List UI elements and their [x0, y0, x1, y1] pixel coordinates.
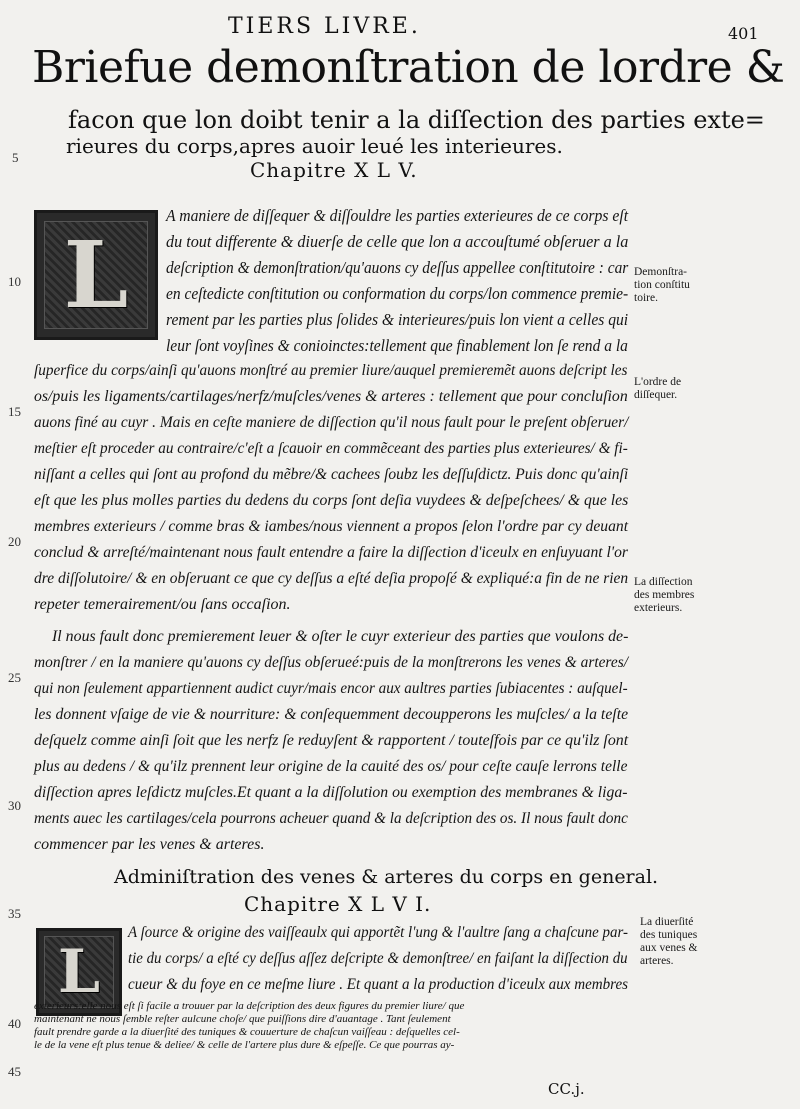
running-head: TIERS LIVRE.	[228, 14, 421, 39]
decorated-initial-l-2: L	[36, 928, 122, 1016]
text-line: Il nous fault donc premierement leuer & oſter le cuyr exterieur des parties que voulons de-	[52, 628, 629, 645]
chapter-heading-46: Chapitre X L V I.	[244, 892, 432, 916]
text-line: plus au dedens / & qu'ilz prennent leur origine de la cauité des os/ pour ceſte cauſe lerrons telle	[34, 758, 628, 775]
line-number: 15	[8, 404, 21, 419]
text-line: exterieurs:elle nous eſt ſi facile a trouuer par la deſcription des deux figures du premier liure/ que	[34, 1000, 465, 1012]
text-line: en ceſtedicte conſtitution ou conformation du corps/lon commence premie-	[166, 284, 629, 303]
text-line: auons finé au cuyr . Mais en ceſte maniere de diſſection qu'il nous fault pour le preſent obſeruer/	[34, 414, 629, 431]
text-line: meſtier eſt proceder au contraire/c'eſt a ſcauoir en commẽceant des parties plus exterieures/ & fi-	[34, 440, 628, 457]
line-number: 10	[8, 274, 21, 289]
section-heading: Adminiſtration des venes & arteres du corps en general.	[114, 866, 659, 888]
text-line: monſtrer / en la maniere qu'auons cy deſſus obſerueé:puis de la monſtrerons les venes & arteres/	[34, 654, 628, 671]
text-line: repeter temerairement/ou ſans occaſion.	[34, 596, 291, 613]
text-line: ments auec les cartilages/cela pourrons acheuer quand & la deſcription des os. Il nous fault donc	[34, 810, 628, 827]
margin-note: L'ordre de diſſequer.	[634, 376, 682, 401]
text-line: le de la vene eſt plus tenue & deliee/ & celle de l'artere plus dure & eſpeſſe. Ce que pourras ay-	[34, 1039, 455, 1051]
line-number: 30	[8, 798, 21, 813]
text-line: dre diſſolutoire/ & en obſeruant ce que cy deſſus a eſté deſia propoſé & expliqué:a fin de ne rien	[34, 570, 629, 587]
text-line: commencer par les venes & arteres.	[34, 836, 265, 853]
margin-note: La diuerſité des tuniques aux venes & arteres.	[640, 916, 698, 967]
text-line: qui non ſeulement appartiennent audict cuyr/mais encor aux aultres parties ſubiacentes : auſquel-	[34, 680, 628, 697]
text-line: fault prendre garde a la diuerſité des tuniques & couuerture de chaſcun vaiſſeau : deſquelles cel-	[34, 1026, 460, 1038]
text-line: membres exterieurs / comme bras & iambes/nous viennent a propos ſelon l'ordre par cy deuant	[34, 518, 629, 535]
margin-note: La diſſection des membres exterieurs.	[634, 576, 695, 614]
page-number: 401	[728, 24, 759, 43]
text-line: niſſant a celles qui ſont au profond du mẽbre/& cachees ſoubz les deſſuſdictz. Puis donc qu'ainſi	[34, 466, 629, 483]
text-line: eſt que les plus molles parties du dedens du corps ſont deſia vuydees & deſpeſchees/ & que les	[34, 492, 629, 509]
text-line: les donnent vſaige de vie & nourriture: & conſequemment decoupperons les muſcles/ a la teſte	[34, 706, 629, 723]
text-line: tie du corps/ a eſté cy deſſus aſſez deſcripte & demonſtree/ en faiſant la diſſection du	[128, 950, 628, 967]
line-number: 5	[12, 150, 19, 165]
line-number: 40	[8, 1016, 21, 1031]
chapter-heading-45: Chapitre X L V.	[250, 158, 418, 182]
text-line: os/puis les ligaments/cartilages/nerfz/muſcles/venes & arteres : tellement que pour concluſion	[34, 388, 628, 405]
catchword: CC.j.	[548, 1080, 585, 1098]
text-line: diſſection apres leſdictz muſcles.Et quant a la diſſolution ou exemption des membranes & liga-	[34, 784, 628, 801]
text-line: du tout differente & diuerſe de celle que lon a accouſtumé obſeruer a la	[166, 232, 629, 251]
text-line: deſcription & demonſtration/qu'auons cy deſſus appellee conſtitutoire : car	[166, 258, 629, 277]
decorated-initial-l: L	[34, 210, 158, 340]
chapter-title-line-3: rieures du corps,apres auoir leué les interieures.	[66, 134, 563, 158]
text-line: conclud & arreſté/maintenant nous fault entendre a faire la diſſection d'iceulx en enſuyuant l'or	[34, 544, 628, 561]
line-number: 25	[8, 670, 21, 685]
line-number: 20	[8, 534, 21, 549]
margin-note: Demonſtra- tion conſtitu toire.	[634, 266, 690, 304]
line-number: 35	[8, 906, 21, 921]
text-line: leur ſont voyſines & conioinctes:tellement que finablement lon ſe rend a la	[166, 336, 628, 355]
text-line: rement par les parties plus ſolides & interieures/puis lon vient a celles qui	[166, 310, 629, 329]
text-line: A ſource & origine des vaiſſeaulx qui apportẽt l'ung & l'aultre ſang a chaſcune par-	[128, 924, 628, 941]
text-line: A maniere de diſſequer & diſſouldre les parties exterieures de ce corps eſt	[166, 206, 629, 225]
text-line: deſquelz comme ainſi ſoit que les nerfz ſe reduyſent & rapportent / touteſfois par ce qu'ilz ſont	[34, 732, 629, 749]
text-line: maintenant ne nous ſemble reſter aulcune choſe/ que puiſſions dire d'auantage . Tant ſeulement	[34, 1013, 451, 1025]
text-line: cueur & du foye en ce meſme liure . Et quant a la production d'iceulx aux membres	[128, 976, 629, 993]
line-number: 45	[8, 1064, 21, 1079]
text-line: ſuperfice du corps/ainſi qu'auons monſtré au premier liure/auquel premieremẽt auons deſcript les	[34, 362, 628, 379]
chapter-title-line-1: Briefue demonſtration de lordre &	[32, 42, 785, 93]
chapter-title-line-2: facon que lon doibt tenir a la diſſection des parties exte=	[68, 106, 765, 134]
